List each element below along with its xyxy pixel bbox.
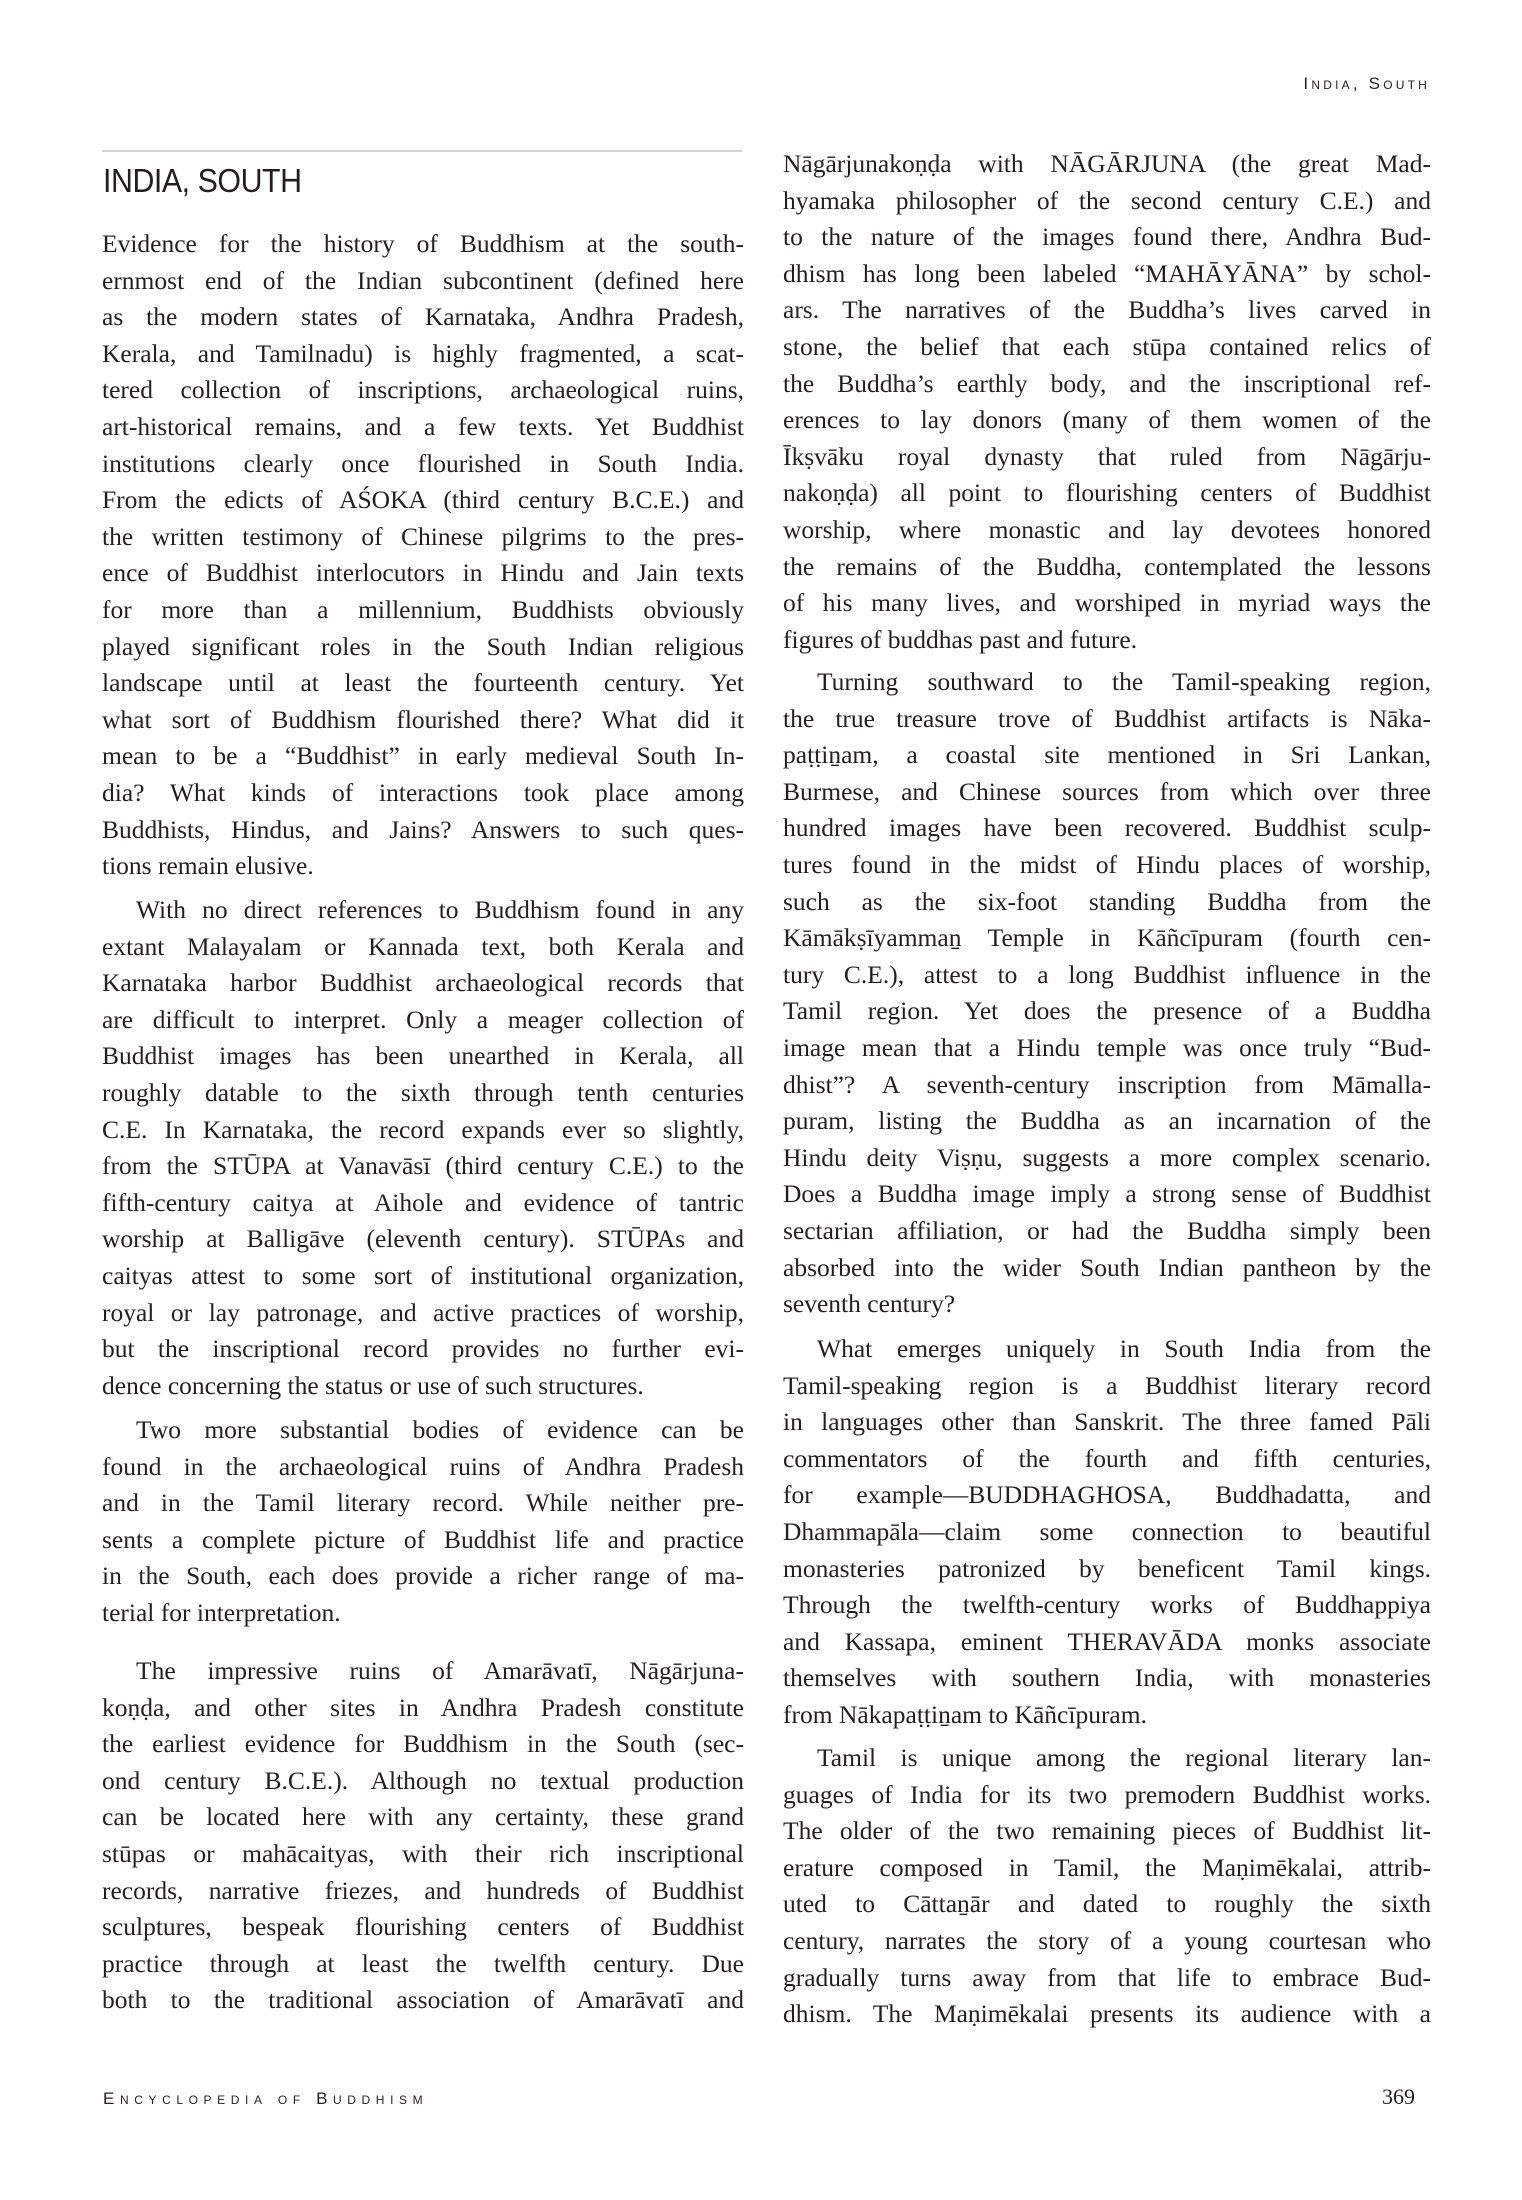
- text-line: sectarian affiliation, or had the Buddha simply been: [783, 1215, 1431, 1245]
- text-line: koṇḍa, and other sites in Andhra Pradesh constitute: [102, 1692, 744, 1722]
- footer-book-title: Encyclopedia of Buddhism: [103, 2089, 429, 2108]
- text-line: Tamil-speaking region is a Buddhist literary record: [783, 1370, 1431, 1400]
- text-line: records, narrative friezes, and hundreds of Buddhist: [102, 1875, 744, 1905]
- text-line: can be located here with any certainty, these grand: [102, 1802, 744, 1832]
- text-line: for more than a millennium, Buddhists obviously: [102, 594, 744, 624]
- paragraph: [102, 892, 744, 1404]
- text-line: sents a complete picture of Buddhist life and practice: [102, 1524, 744, 1554]
- text-line: from Nākapaṭṭiṉam to Kāñcīpuram.: [783, 1699, 1147, 1729]
- text-line: practice through at least the twelfth century. Due: [102, 1948, 744, 1978]
- paragraph: [783, 1331, 1431, 1734]
- text-line: dhist”? A seventh-century inscription from Māmalla-: [783, 1069, 1431, 1099]
- text-line: themselves with southern India, with monasteries: [783, 1663, 1431, 1693]
- text-line: Turning southward to the Tamil-speaking region,: [817, 667, 1431, 696]
- text-line: erences to lay donors (many of them women of the: [783, 405, 1431, 435]
- text-line: hundred images have been recovered. Buddhist sculp-: [783, 813, 1431, 843]
- paragraph: [783, 146, 1431, 658]
- text-line: roughly datable to the sixth through tenth centuries: [102, 1077, 744, 1107]
- text-line: and Kassapa, eminent THERAVĀDA monks associate: [783, 1626, 1431, 1656]
- text-line: The impressive ruins of Amarāvatī, Nāgārjuna-: [136, 1656, 744, 1685]
- text-line: both to the traditional association of Amarāvatī and: [102, 1985, 744, 2015]
- text-line: What emerges uniquely in South India from the: [817, 1334, 1431, 1363]
- text-line: Īkṣvāku royal dynasty that ruled from Nāgārju-: [783, 441, 1431, 471]
- text-line: to the nature of the images found there, Andhra Bud-: [783, 222, 1431, 252]
- text-line: the true treasure trove of Buddhist artifacts is Nāka-: [783, 703, 1431, 733]
- text-line: played significant roles in the South Indian religious: [102, 631, 744, 661]
- text-line: dhism. The Maṇimēkalai presents its audience with a: [783, 1999, 1431, 2029]
- text-line: Dhammapāla—claim some connection to beautiful: [783, 1516, 1431, 1546]
- text-line: ond century B.C.E.). Although no textual production: [102, 1765, 744, 1795]
- text-line: such as the six-foot standing Buddha from the: [783, 886, 1431, 916]
- paragraph: [102, 1653, 744, 2019]
- text-line: C.E. In Karnataka, the record expands ever so slightly,: [102, 1114, 744, 1144]
- running-head: India, South: [1303, 74, 1430, 93]
- text-line: of his many lives, and worshiped in myriad ways the: [783, 588, 1431, 618]
- text-line: caityas attest to some sort of institutional organization,: [102, 1260, 744, 1290]
- text-line: and in the Tamil literary record. While neither pre-: [102, 1488, 744, 1518]
- text-line: Through the twelfth-century works of Buddhappiya: [783, 1590, 1431, 1620]
- text-line: tures found in the midst of Hindu places of worship,: [783, 849, 1431, 879]
- text-line: absorbed into the wider South Indian pantheon by the: [783, 1252, 1431, 1282]
- text-line: hyamaka philosopher of the second century C.E.) and: [783, 185, 1431, 215]
- text-line: Tamil region. Yet does the presence of a Buddha: [783, 996, 1431, 1026]
- text-line: stūpas or mahācaityas, with their rich inscriptional: [102, 1838, 744, 1868]
- text-line: sculptures, bespeak flourishing centers of Buddhist: [102, 1912, 744, 1942]
- text-line: Hindu deity Viṣṇu, suggests a more complex scenario.: [783, 1142, 1431, 1172]
- text-line: royal or lay patronage, and active practices of worship,: [102, 1297, 744, 1327]
- text-line: landscape until at least the fourteenth century. Yet: [102, 668, 744, 698]
- text-line: the written testimony of Chinese pilgrims to the pres-: [102, 521, 744, 551]
- text-line: the remains of the Buddha, contemplated the lessons: [783, 551, 1431, 581]
- text-line: image mean that a Hindu temple was once truly “Bud-: [783, 1032, 1431, 1062]
- text-line: puram, listing the Buddha as an incarnation of the: [783, 1106, 1431, 1136]
- text-line: institutions clearly once flourished in South India.: [102, 448, 744, 478]
- text-line: seventh century?: [783, 1289, 956, 1319]
- text-line: Tamil is unique among the regional literary lan-: [817, 1743, 1431, 1772]
- text-line: From the edicts of AŚOKA (third century B.C.E.) and: [102, 485, 744, 515]
- entry-title: INDIA, SOUTH: [103, 162, 302, 199]
- text-line: found in the archaeological ruins of Andhra Pradesh: [102, 1451, 744, 1481]
- paragraph: [102, 1412, 744, 1632]
- text-line: Evidence for the history of Buddhism at the south-: [102, 229, 744, 258]
- text-line: The older of the two remaining pieces of Buddhist lit-: [783, 1816, 1431, 1846]
- text-line: Buddhist images has been unearthed in Kerala, all: [102, 1041, 744, 1071]
- text-line: tions remain elusive.: [102, 851, 314, 881]
- title-rule: [102, 150, 742, 152]
- text-line: figures of buddhas past and future.: [783, 624, 1138, 654]
- text-line: With no direct references to Buddhism found in any: [136, 895, 744, 924]
- text-line: Kāmākṣīyammaṉ Temple in Kāñcīpuram (fourth cen-: [783, 923, 1431, 953]
- text-line: in the South, each does provide a richer range of ma-: [102, 1561, 744, 1591]
- page-number: 369: [1382, 2084, 1415, 2109]
- text-line: dia? What kinds of interactions took place among: [102, 777, 744, 807]
- text-line: ernmost end of the Indian subcontinent (defined here: [102, 265, 744, 295]
- text-line: mean to be a “Buddhist” in early medieval South In-: [102, 741, 744, 771]
- paragraph: [102, 226, 744, 885]
- text-line: from the STŪPA at Vanavāsī (third century C.E.) to the: [102, 1151, 744, 1181]
- text-line: nakoṇḍa) all point to flourishing centers of Buddhist: [783, 478, 1431, 508]
- text-line: tury C.E.), attest to a long Buddhist influence in the: [783, 959, 1431, 989]
- text-line: worship, where monastic and lay devotees honored: [783, 514, 1431, 544]
- text-line: century, narrates the story of a young courtesan who: [783, 1925, 1431, 1955]
- text-line: Burmese, and Chinese sources from which over three: [783, 776, 1431, 806]
- text-line: the Buddha’s earthly body, and the inscriptional ref-: [783, 368, 1431, 398]
- text-line: fifth-century caitya at Aihole and evidence of tantric: [102, 1187, 744, 1217]
- text-line: ars. The narratives of the Buddha’s lives carved in: [783, 295, 1431, 325]
- text-line: gradually turns away from that life to embrace Bud-: [783, 1962, 1431, 1992]
- text-line: guages of India for its two premodern Buddhist works.: [783, 1779, 1431, 1809]
- text-line: worship at Balligāve (eleventh century). STŪPAs and: [102, 1224, 744, 1254]
- text-line: stone, the belief that each stūpa contained relics of: [783, 331, 1431, 361]
- text-line: in languages other than Sanskrit. The three famed Pāli: [783, 1407, 1431, 1437]
- text-line: extant Malayalam or Kannada text, both Kerala and: [102, 931, 744, 961]
- text-line: dence concerning the status or use of such structures.: [102, 1370, 644, 1400]
- text-line: Buddhists, Hindus, and Jains? Answers to such ques-: [102, 814, 744, 844]
- text-line: terial for interpretation.: [102, 1597, 341, 1627]
- text-line: for example—BUDDHAGHOSA, Buddhadatta, and: [783, 1480, 1431, 1510]
- text-line: Nāgārjunakoṇḍa with NĀGĀRJUNA (the great Mad-: [783, 149, 1431, 178]
- text-line: Does a Buddha image imply a strong sense of Buddhist: [783, 1179, 1431, 1209]
- text-line: Kerala, and Tamilnadu) is highly fragmented, a scat-: [102, 338, 744, 368]
- text-line: commentators of the fourth and fifth centuries,: [783, 1443, 1431, 1473]
- text-line: Karnataka harbor Buddhist archaeological records that: [102, 968, 744, 998]
- text-line: uted to Cāttaṉār and dated to roughly the sixth: [783, 1889, 1431, 1919]
- text-line: paṭṭiṉam, a coastal site mentioned in Sri Lankan,: [783, 740, 1431, 770]
- text-line: tered collection of inscriptions, archaeological ruins,: [102, 375, 744, 405]
- text-line: but the inscriptional record provides no further evi-: [102, 1334, 744, 1364]
- text-line: dhism has long been labeled “MAHĀYĀNA” by schol-: [783, 258, 1431, 288]
- text-line: Two more substantial bodies of evidence can be: [136, 1415, 744, 1444]
- text-line: erature composed in Tamil, the Maṇimēkalai, attrib-: [783, 1852, 1431, 1882]
- text-line: monasteries patronized by beneficent Tamil kings.: [783, 1553, 1431, 1583]
- paragraph: [783, 664, 1431, 1323]
- paragraph: [783, 1740, 1431, 2033]
- text-line: the earliest evidence for Buddhism in the South (sec-: [102, 1729, 744, 1759]
- text-line: art-historical remains, and a few texts. Yet Buddhist: [102, 411, 744, 441]
- text-line: as the modern states of Karnataka, Andhra Pradesh,: [102, 302, 744, 332]
- text-line: are difficult to interpret. Only a meager collection of: [102, 1004, 744, 1034]
- text-line: ence of Buddhist interlocutors in Hindu and Jain texts: [102, 558, 744, 588]
- text-line: what sort of Buddhism flourished there? What did it: [102, 704, 744, 734]
